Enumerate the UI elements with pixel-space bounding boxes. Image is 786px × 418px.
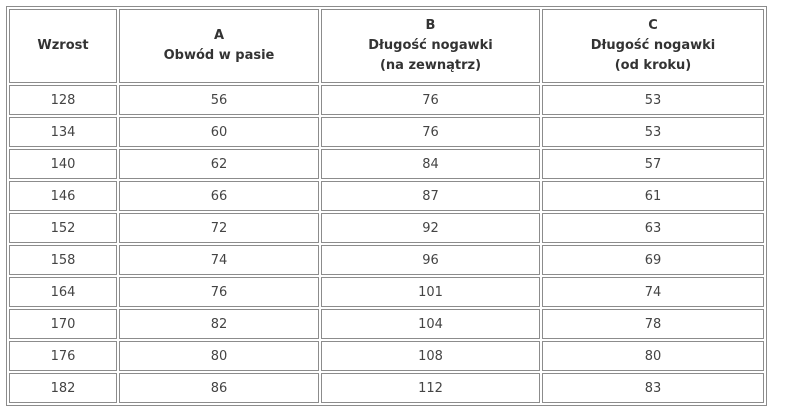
table-row <box>9 277 764 307</box>
header-outer-leg-label: Długość nogawki <box>368 38 493 53</box>
header-outer-leg <box>321 9 540 83</box>
header-waist-letter: A <box>213 28 225 43</box>
header-height <box>9 9 117 83</box>
table-row <box>9 85 764 115</box>
cell-inseam: 80 <box>542 341 764 371</box>
table-row <box>9 149 764 179</box>
cell-waist: 82 <box>119 309 319 339</box>
cell-waist: 66 <box>119 181 319 211</box>
cell-height: 128 <box>9 85 117 115</box>
cell-inseam: 61 <box>542 181 764 211</box>
cell-outer-leg: 84 <box>321 149 540 179</box>
table-row <box>9 213 764 243</box>
header-inseam <box>542 9 764 83</box>
table-row <box>9 341 764 371</box>
size-chart <box>6 6 767 406</box>
table-row <box>9 245 764 275</box>
cell-height: 146 <box>9 181 117 211</box>
header-outer-leg-letter: B <box>425 18 436 33</box>
table-row <box>9 309 764 339</box>
cell-height: 152 <box>9 213 117 243</box>
table-row <box>9 181 764 211</box>
header-inseam-note: (od kroku) <box>614 58 692 73</box>
table-header <box>9 9 764 83</box>
header-inseam-label: Długość nogawki <box>590 38 716 53</box>
cell-outer-leg: 92 <box>321 213 540 243</box>
size-table <box>6 6 767 406</box>
cell-height: 140 <box>9 149 117 179</box>
cell-height: 158 <box>9 245 117 275</box>
header-waist-label: Obwód w pasie <box>163 48 275 63</box>
cell-height: 176 <box>9 341 117 371</box>
cell-inseam: 69 <box>542 245 764 275</box>
cell-outer-leg: 101 <box>321 277 540 307</box>
cell-inseam: 57 <box>542 149 764 179</box>
header-row <box>9 9 764 83</box>
cell-waist: 76 <box>119 277 319 307</box>
cell-outer-leg: 87 <box>321 181 540 211</box>
header-height-label: Wzrost <box>37 38 89 53</box>
cell-inseam: 78 <box>542 309 764 339</box>
header-outer-leg-note: (na zewnątrz) <box>379 58 482 73</box>
cell-outer-leg: 108 <box>321 341 540 371</box>
cell-inseam: 83 <box>542 373 764 403</box>
cell-inseam: 53 <box>542 85 764 115</box>
table-row <box>9 373 764 403</box>
header-inseam-letter: C <box>648 18 658 33</box>
cell-height: 182 <box>9 373 117 403</box>
cell-waist: 74 <box>119 245 319 275</box>
cell-outer-leg: 96 <box>321 245 540 275</box>
cell-inseam: 53 <box>542 117 764 147</box>
cell-outer-leg: 76 <box>321 117 540 147</box>
cell-outer-leg: 104 <box>321 309 540 339</box>
cell-height: 164 <box>9 277 117 307</box>
table-row <box>9 117 764 147</box>
cell-height: 170 <box>9 309 117 339</box>
cell-outer-leg: 76 <box>321 85 540 115</box>
cell-inseam: 74 <box>542 277 764 307</box>
table-body <box>9 85 764 403</box>
cell-waist: 60 <box>119 117 319 147</box>
cell-waist: 56 <box>119 85 319 115</box>
cell-height: 134 <box>9 117 117 147</box>
cell-inseam: 63 <box>542 213 764 243</box>
cell-waist: 72 <box>119 213 319 243</box>
cell-waist: 86 <box>119 373 319 403</box>
cell-waist: 62 <box>119 149 319 179</box>
header-waist <box>119 9 319 83</box>
cell-outer-leg: 112 <box>321 373 540 403</box>
cell-waist: 80 <box>119 341 319 371</box>
